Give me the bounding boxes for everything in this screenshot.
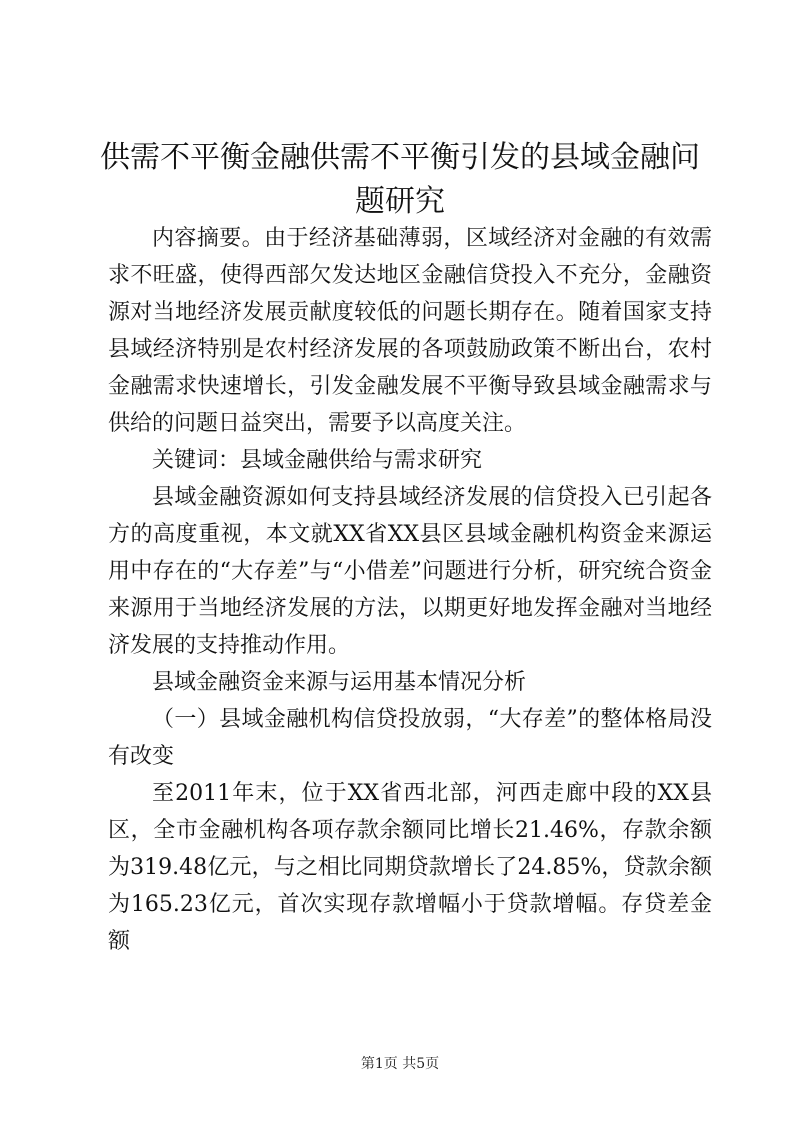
document-title: 供需不平衡金融供需不平衡引发的县域金融问题研究 [100, 140, 700, 219]
page-number-footer: 第1页 共5页 [360, 1056, 440, 1072]
document-body [108, 220, 712, 960]
section-heading: 县域金融资金来源与运用基本情况分析 [152, 670, 527, 695]
data-paragraph: 至2011年末，位于XX省西北部，河西走廊中段的XX县区，全市金融机构各项存款余额同比增长21.46%，存款余额为319.48亿元，与之相比同期贷款增长了24.85%，贷款余额为165.23亿元，首次实现存款增幅小于贷款增幅。存贷差金额 [108, 781, 712, 954]
intro-paragraph: 县域金融资源如何支持县域经济发展的信贷投入已引起各方的高度重视，本文就XX省XX县区县域金融机构资金来源运用中存在的“大存差”与“小借差”问题进行分析，研究统合资金来源用于当地经济发展的方法，以期更好地发挥金融对当地经济发展的支持推动作用。 [108, 485, 712, 658]
subsection-heading: （一）县域金融机构信贷投放弱，“大存差”的整体格局没有改变 [108, 707, 712, 769]
abstract-paragraph: 内容摘要。由于经济基础薄弱，区域经济对金融的有效需求不旺盛，使得西部欠发达地区金融信贷投入不充分，金融资源对当地经济发展贡献度较低的问题长期存在。随着国家支持县域经济特别是农村经济发展的各项鼓励政策不断出台，农村金融需求快速增长，引发金融发展不平衡导致县域金融需求与供给的问题日益突出，需要予以高度关注。 [108, 226, 712, 436]
keywords-paragraph: 关键词：县域金融供给与需求研究 [152, 448, 483, 473]
